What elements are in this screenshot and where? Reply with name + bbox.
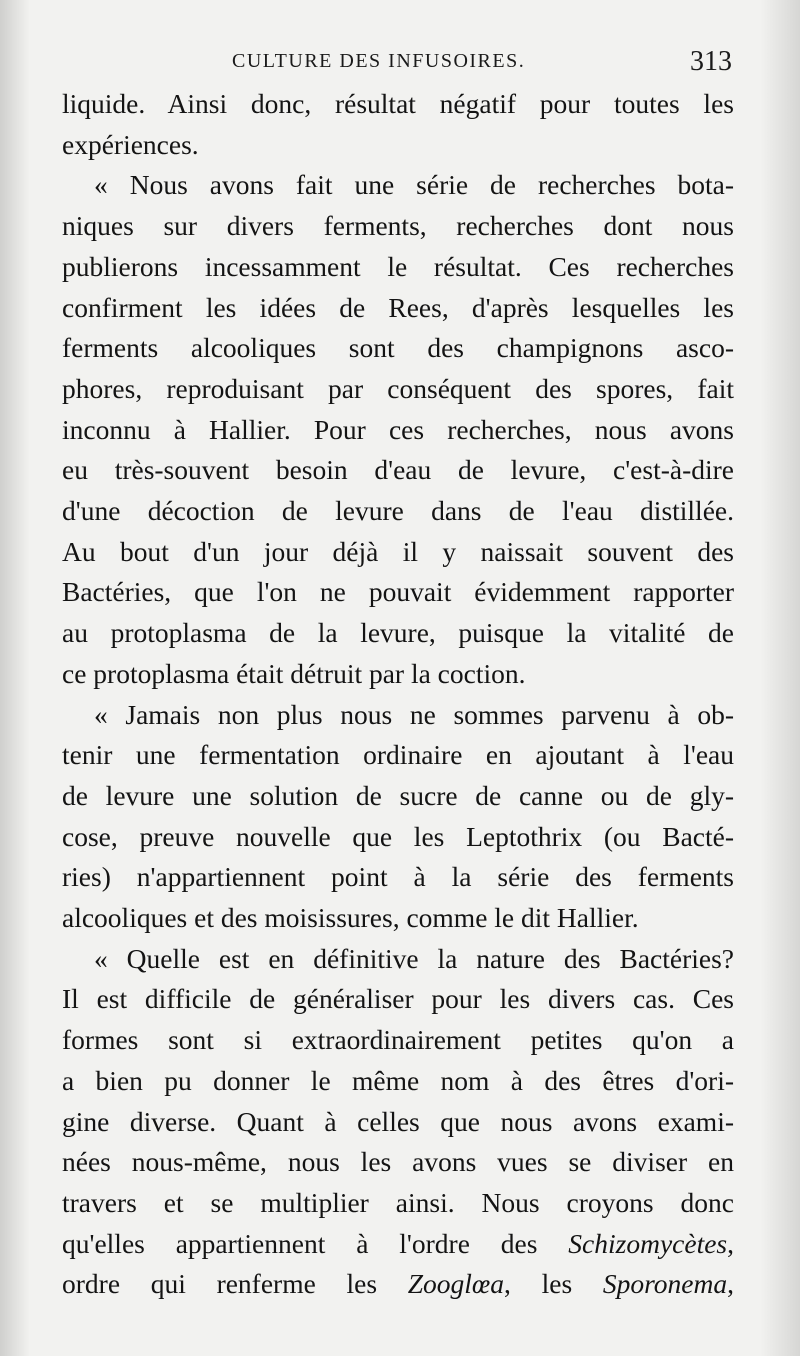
text-line xyxy=(62,1264,734,1305)
text-line: travers et se multiplier ainsi. Nous croyons donc xyxy=(62,1186,734,1218)
text-line: inconnu à Hallier. Pour ces recherches, nous avons xyxy=(62,413,734,445)
text-line: gine diverse. Quant à celles que nous avons exami- xyxy=(62,1105,734,1137)
text-line: cose, preuve nouvelle que les Leptothrix (ou Bacté- xyxy=(62,820,734,852)
text-line: « Jamais non plus nous ne sommes parvenu à ob- xyxy=(94,698,734,730)
text-line: publierons incessamment le résultat. Ces recherches xyxy=(62,250,734,282)
text-line: « Quelle est en définitive la nature des Bactéries? xyxy=(94,942,734,974)
text-line: ferments alcooliques sont des champignons asco- xyxy=(62,332,734,364)
body-text xyxy=(62,84,734,1305)
text-line: niques sur divers ferments, recherches dont nous xyxy=(62,210,734,242)
text-line: expériences. xyxy=(62,128,199,160)
paragraph-1 xyxy=(62,84,734,165)
text-run: , les xyxy=(504,1268,603,1300)
text-line: d'une décoction de levure dans de l'eau distillée. xyxy=(62,495,734,527)
text-line: a bien pu donner le même nom à des êtres d'ori- xyxy=(62,1064,734,1096)
text-run: ordre qui renferme les xyxy=(62,1268,408,1300)
text-line: ce protoplasma était détruit par la coction. xyxy=(62,657,526,689)
text-line: nées nous-même, nous les avons vues se diviser en xyxy=(62,1146,734,1178)
text-line: eu très-souvent besoin d'eau de levure, c'est-à-dire xyxy=(62,454,734,486)
text-run: , xyxy=(727,1227,734,1259)
text-line: confirment les idées de Rees, d'après lesquelles les xyxy=(62,291,734,323)
text-line: « Nous avons fait une série de recherches bota- xyxy=(94,169,734,201)
text-line xyxy=(62,1224,734,1265)
italic-term: Sporonema xyxy=(602,1268,728,1300)
text-line: phores, reproduisant par conséquent des spores, fait xyxy=(62,372,734,404)
page-number: 313 xyxy=(690,46,732,77)
text-run: qu'elles appartiennent à l'ordre des xyxy=(62,1227,569,1259)
text-line: alcooliques et des moisissures, comme le dit Hallier. xyxy=(62,902,639,934)
text-line: Bactéries, que l'on ne pouvait évidemment rapporter xyxy=(62,576,734,608)
text-line: de levure une solution de sucre de canne ou de gly- xyxy=(62,779,734,811)
text-run: , xyxy=(727,1268,734,1300)
italic-term: Zooglœa xyxy=(407,1268,505,1300)
text-line: Au bout d'un jour déjà il y naissait souvent des xyxy=(62,535,734,567)
paragraph-3 xyxy=(62,695,734,939)
text-line: liquide. Ainsi donc, résultat négatif pour toutes les xyxy=(62,88,734,119)
text-line: tenir une fermentation ordinaire en ajoutant à l'eau xyxy=(62,739,734,771)
paragraph-2 xyxy=(62,165,734,694)
page-header xyxy=(60,46,736,86)
text-line: formes sont si extraordinairement petites qu'on a xyxy=(62,1024,734,1056)
italic-term: Schizomycètes xyxy=(568,1227,728,1259)
text-line: Il est difficile de généraliser pour les divers cas. Ces xyxy=(62,983,734,1015)
text-line: ries) n'appartiennent point à la série des ferments xyxy=(62,861,734,893)
running-title: CULTURE DES INFUSOIRES. xyxy=(232,50,526,72)
text-line: au protoplasma de la levure, puisque la vitalité de xyxy=(62,617,734,649)
paragraph-4 xyxy=(62,939,734,1305)
